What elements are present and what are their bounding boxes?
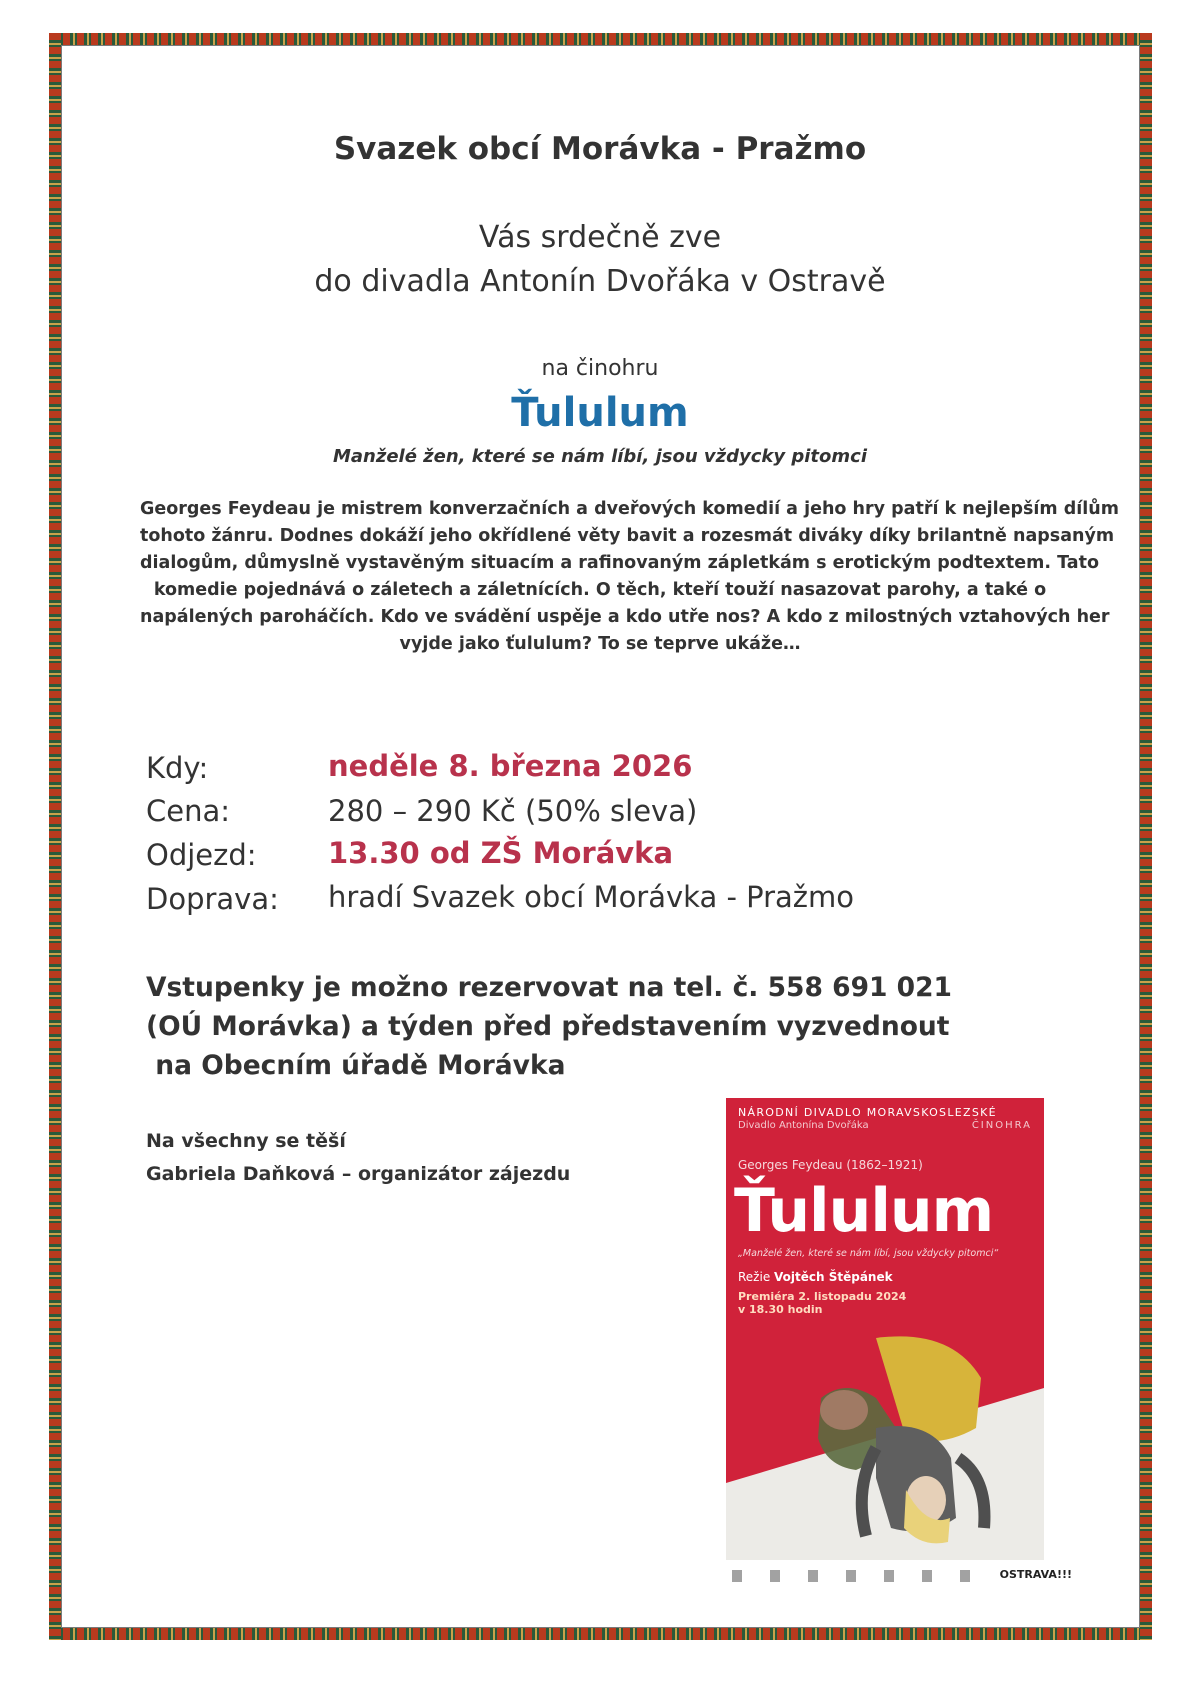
description-line: Georges Feydeau je mistrem konverzačních a dveřových komedií a jeho hry patří k nejlepším dílům xyxy=(140,499,1119,519)
poster-premiere xyxy=(738,1290,906,1316)
signoff-line-2: Gabriela Daňková – organizátor zájezdu xyxy=(146,1163,571,1185)
poster-director-label: Režie xyxy=(738,1270,771,1284)
description-line: dialogům, důmyslně vystavěným situacím a rafinovaným zápletkám s erotickým podtextem. Tato xyxy=(140,553,1099,573)
info-label-when: Kdy: xyxy=(146,751,209,785)
ticket-line: na Obecním úřadě Morávka xyxy=(146,1050,566,1081)
sponsor-logos xyxy=(732,1570,982,1582)
info-value-when: neděle 8. března 2026 xyxy=(328,749,693,783)
poster-footer xyxy=(732,1566,1072,1588)
description-line: tohoto žánru. Dodnes dokáží jeho okřídlené věty bavit a rozesmát diváky díky brilantně napsaným xyxy=(140,526,1115,546)
invite-line-2: do divadla Antonín Dvořáka v Ostravě xyxy=(314,264,886,299)
ticket-line: (OÚ Morávka) a týden před představením vyzvednout xyxy=(146,1011,950,1042)
poster-premiere-line-2: v 18.30 hodin xyxy=(738,1303,823,1316)
info-value-price: 280 – 290 Kč (50% sleva) xyxy=(328,794,698,828)
info-value-departure: 13.30 od ZŠ Morávka xyxy=(328,836,674,870)
poster-director-name: Vojtěch Štěpánek xyxy=(774,1270,893,1284)
info-label-price: Cena: xyxy=(146,794,231,828)
description-line: napálených paroháčích. Kdo ve svádění uspěje a kdo utře nos? A kdo z milostných vztahových her xyxy=(140,607,1110,627)
info-value-transport: hradí Svazek obcí Morávka - Pražmo xyxy=(328,880,855,914)
genre-label: na činohru xyxy=(541,356,659,381)
poster-quote: „Manželé žen, které se nám líbí, jsou vždycky pitomci“ xyxy=(738,1248,999,1259)
ticket-info xyxy=(146,968,952,1085)
info-label-transport: Doprava: xyxy=(146,882,279,916)
ticket-line: Vstupenky je možno rezervovat na tel. č. 558 691 021 xyxy=(146,972,952,1003)
poster-theatre: NÁRODNÍ DIVADLO MORAVSKOSLEZSKÉ xyxy=(738,1106,997,1119)
invite-line-1: Vás srdečně zve xyxy=(478,220,722,255)
play-subtitle: Manželé žen, které se nám líbí, jsou vždycky pitomci xyxy=(332,446,868,467)
border-bottom xyxy=(49,1628,1152,1640)
poster-footer-brand: OSTRAVA!!! xyxy=(999,1568,1072,1581)
play-poster xyxy=(726,1098,1044,1560)
poster-subtheatre: Divadlo Antonína Dvořáka xyxy=(738,1120,869,1131)
border-top xyxy=(49,33,1152,45)
poster-genre: ČINOHRA xyxy=(971,1120,1032,1131)
poster-title: Ťululum xyxy=(734,1176,994,1246)
organization-title: Svazek obcí Morávka - Pražmo xyxy=(333,131,867,167)
poster-premiere-line-1: Premiéra 2. listopadu 2024 xyxy=(738,1290,907,1303)
description-line: komedie pojednává o záletech a záletnících. O těch, kteří touží nasazovat parohy, a také o xyxy=(153,580,1047,600)
poster-director xyxy=(738,1270,893,1284)
poster-author: Georges Feydeau (1862–1921) xyxy=(738,1158,923,1172)
signoff-line-1: Na všechny se těší xyxy=(146,1130,346,1152)
description-line: vyjde jako ťululum? To se teprve ukáže… xyxy=(399,634,801,654)
signoff xyxy=(146,1125,570,1191)
play-description xyxy=(140,496,1119,658)
play-title: Ťululum xyxy=(511,390,689,436)
info-label-departure: Odjezd: xyxy=(146,838,257,872)
